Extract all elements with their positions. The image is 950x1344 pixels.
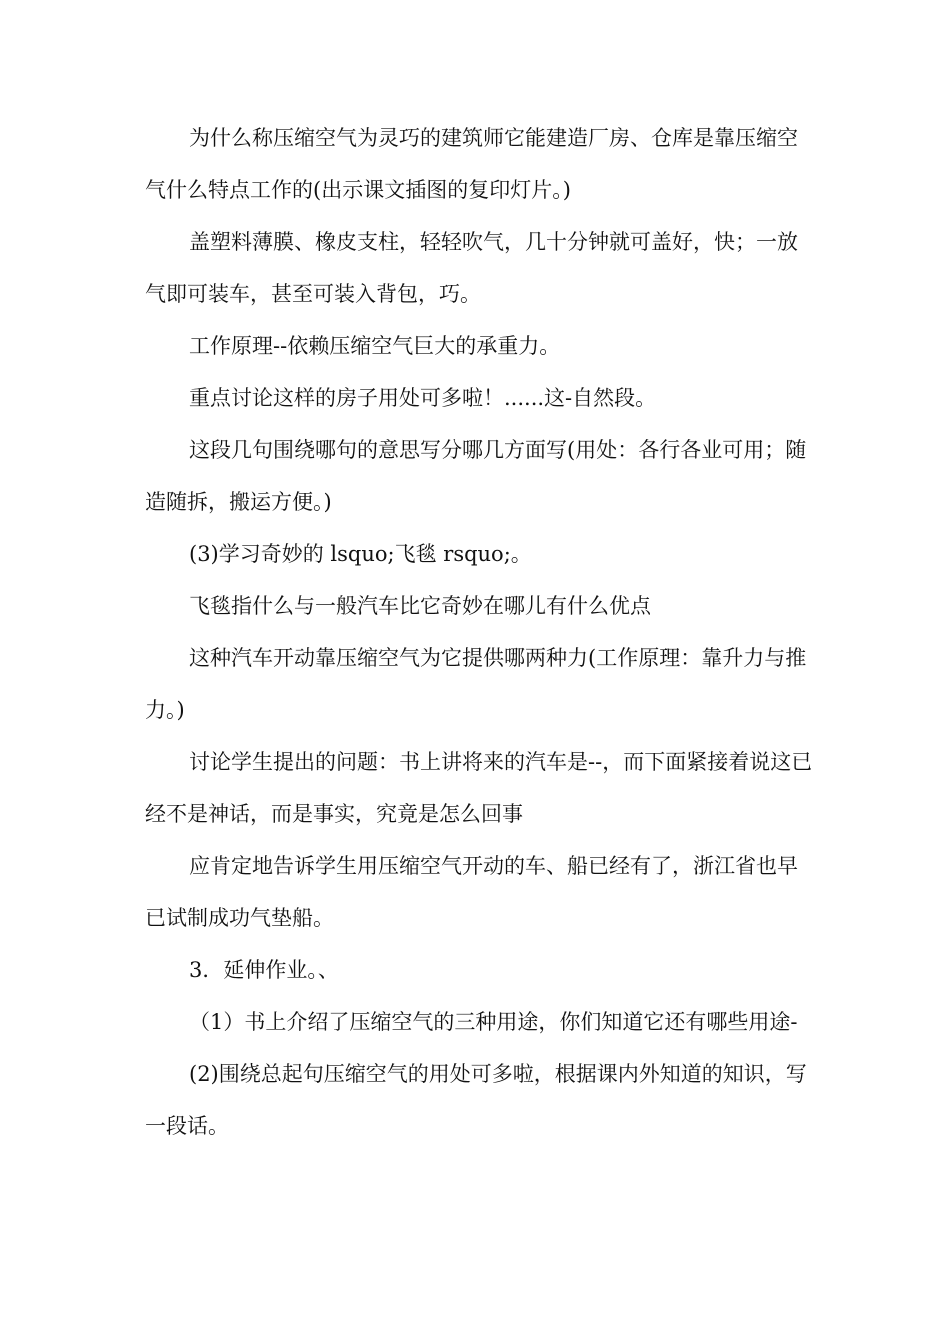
paragraph-7: 飞毯指什么与一般汽车比它奇妙在哪儿有什么优点 bbox=[189, 594, 651, 618]
paragraph-10: 应肯定地告诉学生用压缩空气开动的车、船已经有了，浙江省也早已试制成功气垫船。 bbox=[145, 854, 798, 930]
paragraph-5: 这段几句围绕哪句的意思写分哪几方面写(用处：各行各业可用；随造随拆，搬运方便。) bbox=[145, 438, 807, 514]
paragraph-11: 3．延伸作业。、 bbox=[189, 958, 339, 982]
paragraph-6: (3)学习奇妙的 lsquo;飞毯 rsquo;。 bbox=[189, 542, 532, 566]
paragraph-12: （1）书上介绍了压缩空气的三种用途，你们知道它还有哪些用途- bbox=[189, 1010, 798, 1034]
paragraph-3: 工作原理--依赖压缩空气巨大的承重力。 bbox=[189, 334, 561, 358]
paragraph-8: 这种汽车开动靠压缩空气为它提供哪两种力(工作原理：靠升力与推力。) bbox=[145, 646, 807, 722]
paragraph-4: 重点讨论这样的房子用处可多啦！......这-自然段。 bbox=[189, 386, 657, 410]
paragraph-1: 为什么称压缩空气为灵巧的建筑师它能建造厂房、仓库是靠压缩空气什么特点工作的(出示课文插图的复印灯片。) bbox=[145, 126, 798, 202]
paragraph-13: (2)围绕总起句压缩空气的用处可多啦，根据课内外知道的知识，写一段话。 bbox=[145, 1062, 807, 1138]
document-body bbox=[145, 112, 813, 1152]
paragraph-9: 讨论学生提出的问题：书上讲将来的汽车是--，而下面紧接着说这已经不是神话，而是事实，究竟是怎么回事 bbox=[145, 750, 813, 826]
paragraph-2: 盖塑料薄膜、橡皮支柱，轻轻吹气，几十分钟就可盖好，快；一放气即可装车，甚至可装入背包，巧。 bbox=[145, 230, 798, 306]
